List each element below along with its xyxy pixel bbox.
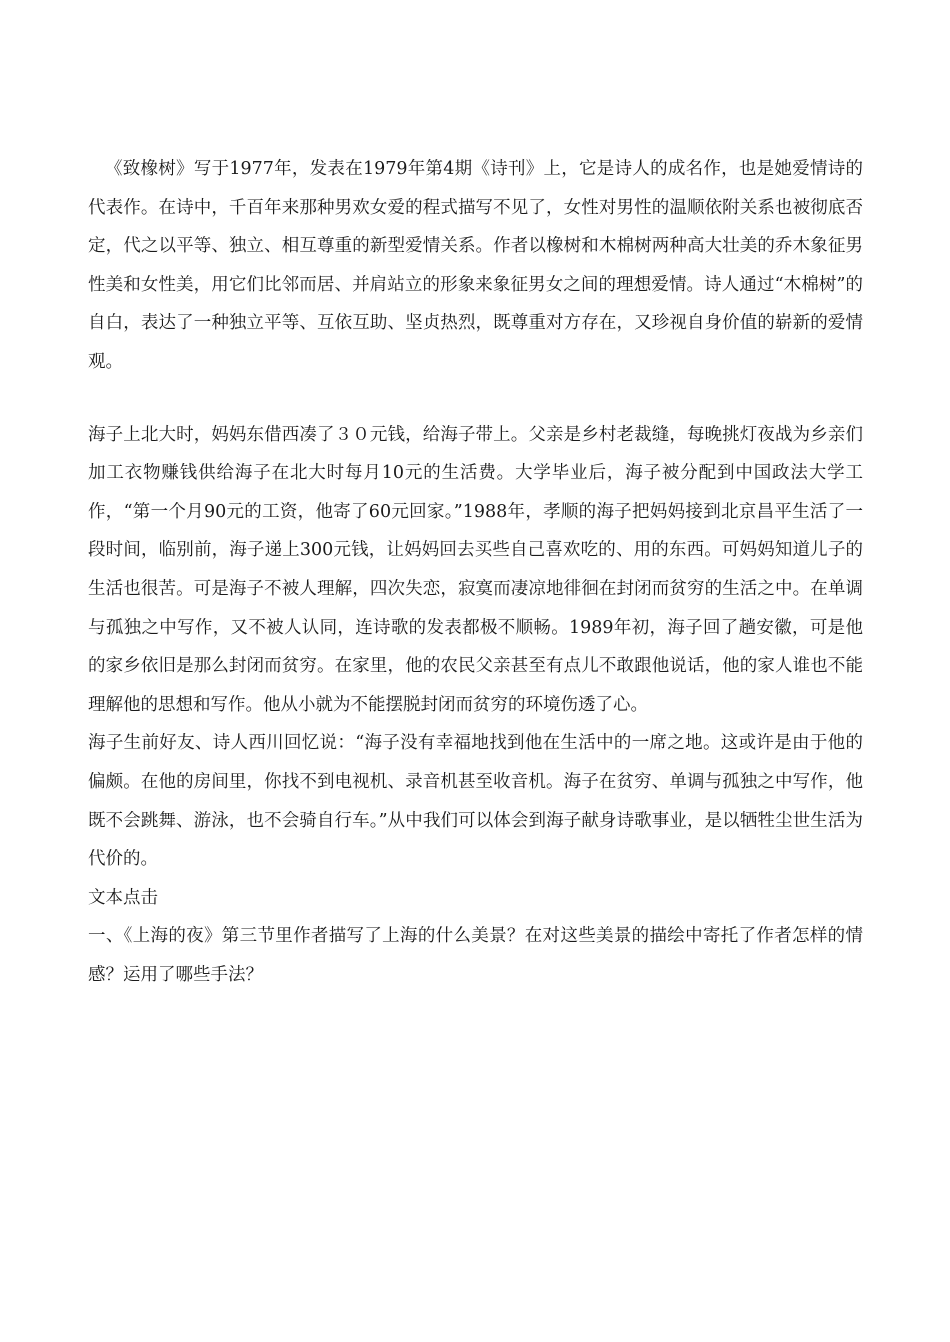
paragraph-zhi-xiang-shu: 《致橡树》写于1977年，发表在1979年第4期《诗刊》上，它是诗人的成名作，也是她爱情诗的代表作。在诗中，千百年来那种男欢女爱的程式描写不见了，女性对男性的温顺依附关系也被彻底否定，代之以平等、独立、相互尊重的新型爱情关系。作者以橡树和木棉树两种高大壮美的乔木象征男性美和女性美，用它们比邻而居、并肩站立的形象来象征男女之间的理想爱情。诗人通过“木棉树”的自白，表达了一种独立平等、互依互助、坚贞热烈，既尊重对方存在，又珍视自身价值的崭新的爱情观。 (88, 159, 863, 372)
section-heading-text-analysis: 文本点击 (88, 887, 158, 908)
question-one: 一、《上海的夜》第三节里作者描写了上海的什么美景？在对这些美景的描绘中寄托了作者怎样的情感？运用了哪些手法？ (88, 926, 863, 985)
document-page (88, 150, 863, 994)
paragraph-haizi-family: 海子上北大时，妈妈东借西凑了３０元钱，给海子带上。父亲是乡村老裁缝，每晚挑灯夜战为乡亲们加工衣物赚钱供给海子在北大时每月10元的生活费。大学毕业后，海子被分配到中国政法大学工作，“第一个月90元的工资，他寄了60元回家。”1988年，孝顺的海子把妈妈接到北京昌平生活了一段时间，临别前，海子递上300元钱，让妈妈回去买些自己喜欢吃的、用的东西。可妈妈知道儿子的生活也很苦。可是海子不被人理解，四次失恋，寂寞而凄凉地徘徊在封闭而贫穷的生活之中。在单调与孤独之中写作，又不被人认同，连诗歌的发表都极不顺畅。1989年初，海子回了趟安徽，可是他的家乡依旧是那么封闭而贫穷。在家里，他的农民父亲甚至有点儿不敢跟他说话，他的家人谁也不能理解他的思想和写作。他从小就为不能摆脱封闭而贫穷的环境伤透了心。 (88, 424, 863, 715)
paragraph-gap (88, 382, 863, 416)
paragraph-xichuan-recollection: 海子生前好友、诗人西川回忆说：“海子没有幸福地找到他在生活中的一席之地。这或许是由于他的偏颇。在他的房间里，你找不到电视机、录音机甚至收音机。海子在贫穷、单调与孤独之中写作，他既不会跳舞、游泳，也不会骑自行车。”从中我们可以体会到海子献身诗歌事业，是以牺牲尘世生活为代价的。 (88, 733, 863, 870)
